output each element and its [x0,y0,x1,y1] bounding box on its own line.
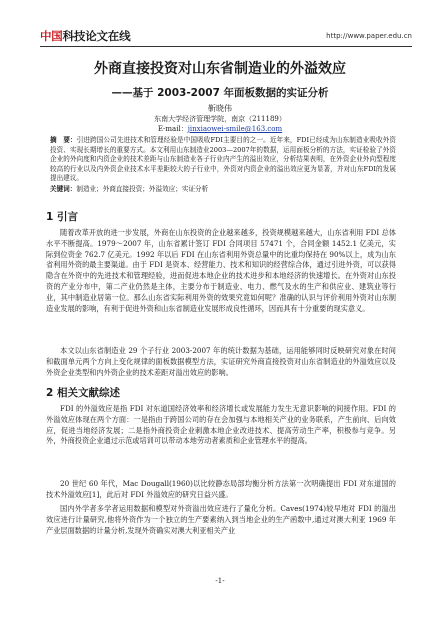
logo-red-text: 中国 [40,29,63,43]
site-url[interactable]: http://www.paper.edu.cn [326,32,412,40]
author-email [30,124,410,134]
email-label: E-mail： [157,125,188,133]
header-divider [40,46,412,47]
section-heading-introduction: 1 引言 [46,211,78,223]
section-paragraph: FDI 的外溢效应是指 FDI 对东道国经济效率和经济增长或发展能力发生无意识影响的间接作用。FDI 的外溢效应体现在两个方面：一是指由于跨国公司的存在会加强与本地相关产业的业务联系，产生前向、后向效应，促进当地经济发展；二是指外商投资企业刺激本地企业改进技术、提高劳动生产率，积极参与竞争。另外，外商投资企业通过示范或培训可以带动本地劳动者素质和企业管理水平的提高。 [46,404,396,446]
section-paragraph: 20 世纪 60 年代，Mac Dougall(1960)以比较静态局部均衡分析方法第一次明确提出 FDI 对东道国的技术外溢效应[1]，此后对 FDI 外溢效应的研究日益兴盛。 [46,479,396,499]
section-paragraph: 国内外学者多学者运用数据和模型对外资溢出效应进行了量化分析。Caves(1974)较早地对 FDI 的溢出效应进行计量研究,他将外资作为一个独立的生产要素纳入到当地企业的生产函数中,通过对澳大利亚 1969 年产业层面数据的计量分析,发现外资确实对澳大利亚相关产业 [46,504,396,535]
abstract-text: 引进跨国公司先进技术和管理经验是中国吸收FDI主要目的之一。近年来，FDI已经成为山东制造业吸收外资投资、实现长期增长的重要方式。本文利用山东制造业2003—2007年的数据，运用面板分析的方法，实证检验了外资企业的外向度和内资企业的技术差距与山东制造业各子行业内产生的溢出效应，分析结果表明，在外资企业外向型程度较高的行业以及内外资企业技术水平差距较大的子行业中，外资对内资企业的溢出效应更为显著，并对山东FDI的发展提出建议。 [50,136,396,183]
section-paragraph: 本文以山东省制造业 29 个子行业 2003-2007 年的统计数据为基础，运用能够同时反映研究对象在时间和截面单元两个方向上变化规律的面板数据模型方法，实证研究外商直接投资对山东省制造业的外溢效应以及外资企业类型和内外资企业的技术差距对溢出效应的影响。 [46,346,396,377]
keywords [50,185,396,195]
paper-subtitle: ——基于 2003-2007 年面板数据的实证分析 [111,87,329,99]
paper-title: 外商直接投资对山东省制造业的外溢效应 [94,61,346,77]
keywords-text: 制造业；外商直接投资；外溢效应；实证分析 [76,185,209,193]
abstract-label: 摘 要： [50,136,77,144]
site-header [40,28,412,44]
author-name: 靳晓伟 [208,104,232,113]
logo-dark-text: 科技论文在线 [62,29,131,43]
keywords-label: 关键词： [50,185,77,193]
page-number: -1- [215,577,225,585]
email-link[interactable]: jinxiaowei-smile@163.com [187,125,283,133]
section-paragraph: 随着改革开放的进一步发展，外商在山东投资的企业越来越多，投资规模越来越大，山东省利用 FDI 总体水平不断提高。1979～2007 年，山东省累计签订 FDI 合同项目 57471 个，合同金额 1452.1 亿美元，实际到位资金 762.7 亿美元。1992 年以后 FDI 在山东省利用外资总量中的比重均保持在 90%以上，成为山东省利用外资的最主要渠道。由于 FDI 是资本、经营能力、技术和知识的经营综合体，通过引进外资，可以获得隐含在外资中的先进技术和管理经验，进而促进本地企业的技术进步和本地经济的快速增长。在外资对山东投资的产业分布中，第二产业仍然是主体，主要分布于制造业、电力、燃气及水的生产和供应业、建筑业等行业，其中制造业居第一位。那么山东省实际利用外资的效果究竟如何呢？准确的认识与评价利用外资对山东制造业发展的影响，有利于促进外资和山东省制造业发展形成良性循环，因而具有十分重要的现实意义。 [46,228,396,313]
section-heading-literature: 2 相关文献综述 [46,387,120,399]
abstract [50,136,396,184]
author-affiliation: 东南大学经济管理学院，南京（211189） [154,115,286,123]
site-logo[interactable] [40,28,130,44]
